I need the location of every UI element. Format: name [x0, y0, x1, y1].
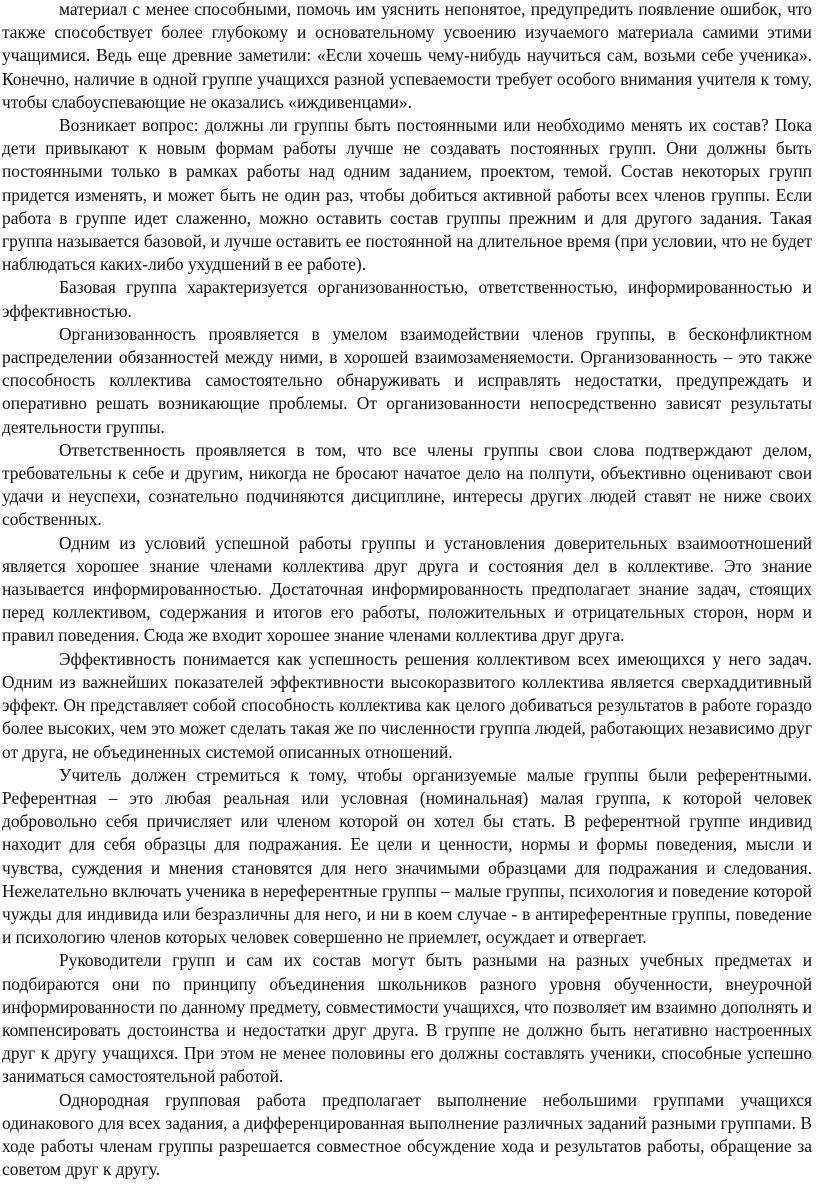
paragraph-homogeneous-work: Однородная групповая работа предполагает выполнение небольшими группами учащихся одинакового для всех задания, а дифференцированная выполнение различных заданий разными группами. В ходе работы членам группы разрешается совместное обсуждение хода и результатов работы, обращение за советом друг к другу.	[2, 1089, 812, 1180]
paragraph-continued-peer-learning: материал с менее способными, помочь им уяснить непонятое, предупредить появление ошибок, что также способствует более глубокому и основательному усвоению изучаемого материала самими этими учащимися. Ведь еще древние заметили: «Если хочешь чему-нибудь научиться сам, возьми себе ученика». Конечно, наличие в одной группе учащихся разной успеваемости требует особого внимания учителя к тому, чтобы слабоуспевающие не оказались «иждивенцами».	[2, 0, 812, 112]
paragraph-group-leaders: Руководители групп и сам их состав могут быть разными на разных учебных предметах и подбираются они по принципу объединения школьников разного уровня обученности, внеурочной информированности по данному предмету, совместимости учащихся, что позволяет им взаимно дополнять и компенсировать достоинства и недостатки друг друга. В группе не должно быть негативно настроенных друг к другу учащихся. При этом не менее половины его должны составлять ученики, способные успешно заниматься самостоятельной работой.	[2, 950, 812, 1087]
paragraph-base-group-traits: Базовая группа характеризуется организованностью, ответственностью, информированностью и эффективностью.	[2, 277, 812, 321]
paragraph-responsibility: Ответственность проявляется в том, что все члены группы свои слова подтверждают делом, требовательны к себе и другим, никогда не бросают начатое дело на полпути, объективно оценивают свои удачи и неуспехи, сознательно подчиняются дисциплине, интересы других людей ставят не ниже своих собственных.	[2, 439, 812, 530]
paragraph-reference-groups: Учитель должен стремиться к тому, чтобы организуемые малые группы были референтными. Референтная – это любая реальная или условная (номинальная) малая группа, к которой человек добровольно себя причисляет или членом которой он хотел бы стать. В референтной группе индивид находит для себя образцы для подражания. Ее цели и ценности, нормы и формы поведения, мысли и чувства, суждения и мнения становятся для него значимыми образцами для подражания и следования. Нежелательно включать ученика в нереферентные группы – малые группы, психология и поведение которой чужды для индивида или безразличны для него, и ни в коем случае - в антиреферентные группы, поведение и психологию членов которых человек совершенно не приемлет, осуждает и отвергает.	[2, 764, 812, 948]
paragraph-informedness: Одним из условий успешной работы группы и установления доверительных взаимоотношений является хорошее знание членами коллектива друг друга и состояния дел в коллективе. Это знание называется информированностью. Достаточная информированность предполагает знание задач, стоящих перед коллективом, содержания и итогов его работы, положительных и отрицательных сторон, норм и правил поведения. Сюда же входит хорошее знание членами коллектива друг друга.	[2, 532, 812, 646]
document-page	[2, 0, 812, 1181]
paragraph-group-permanence: Возникает вопрос: должны ли группы быть постоянными или необходимо менять их состав? Пока дети привыкают к новым формам работы лучше не создавать постоянных групп. Они должны быть постоянными только в рамках работы над одним заданием, проектом, темой. Состав некоторых групп придется изменять, и может быть не один раз, чтобы добиться активной работы всех членов группы. Если работа в группе идет слаженно, можно оставить состав группы прежним и для другого задания. Такая группа называется базовой, и лучше оставить ее постоянной на длительное время (при условии, что не будет наблюдаться каких-либо ухудшений в ее работе).	[2, 115, 812, 275]
paragraph-effectiveness: Эффективность понимается как успешность решения коллективом всех имеющихся у него задач. Одним из важнейших показателей эффективности высокоразвитого коллектива является сверхаддитивный эффект. Он представляет собой способность коллектива как целого добиваться результатов в работе гораздо более высоких, чем это может сделать такая же по численности группа людей, работающих независимо друг от друга, не объединенных системой описанных отношений.	[2, 648, 812, 762]
paragraph-organization: Организованность проявляется в умелом взаимодействии членов группы, в бесконфликтном распределении обязанностей между ними, в хорошей взаимозаменяемости. Организованность – это также способность коллектива самостоятельно обнаруживать и исправлять недостатки, предупреждать и оперативно решать возникающие проблемы. От организованности непосредственно зависят результаты деятельности группы.	[2, 323, 812, 437]
